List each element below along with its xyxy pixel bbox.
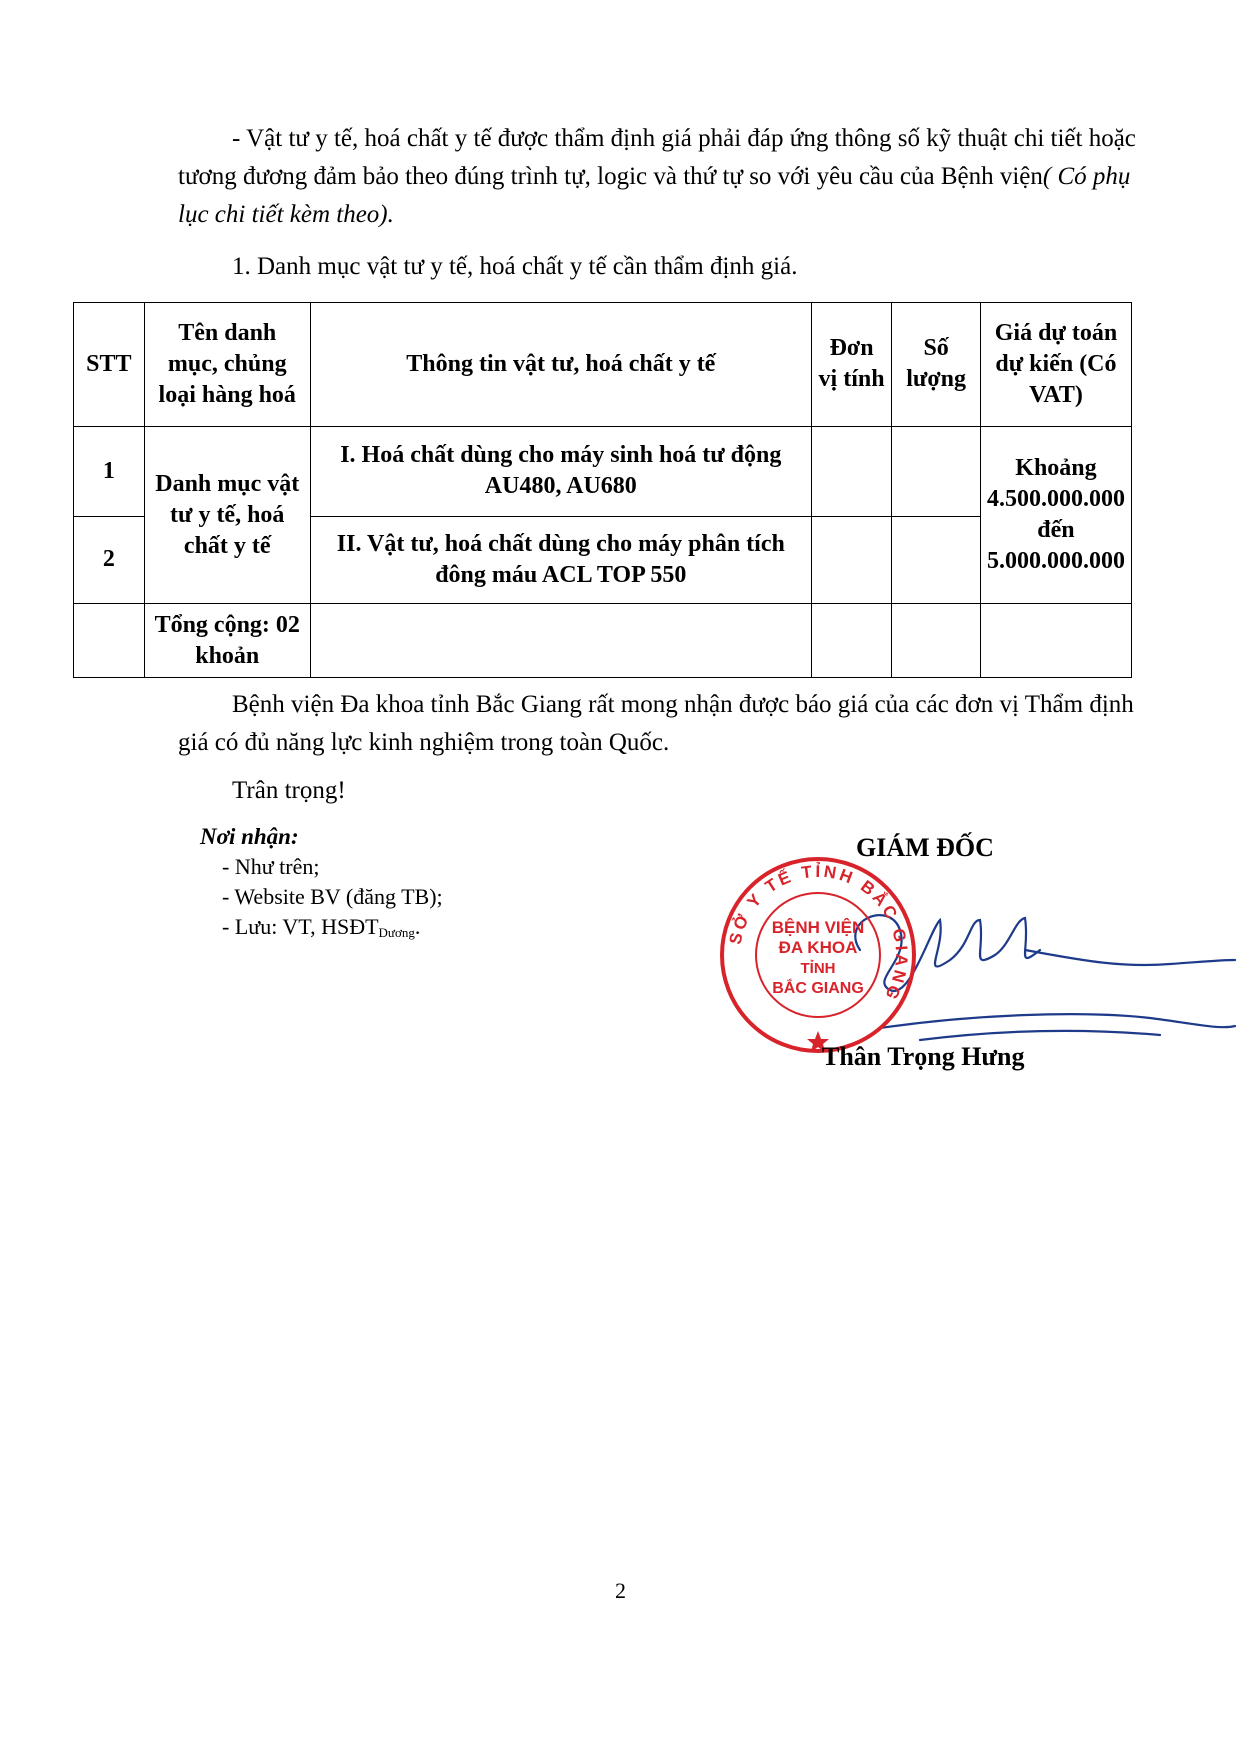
row-stt: 2 [74, 516, 145, 604]
total-info [310, 604, 811, 678]
page-number: 2 [615, 1578, 626, 1603]
list-heading-text: 1. Danh mục vật tư y tế, hoá chất y tế cần thẩm định giá. [232, 253, 798, 280]
signer-name: Thân Trọng Hưng [822, 1042, 1025, 1071]
list-heading [178, 248, 1138, 286]
intro-note: ( Có phụ lục chi tiết kèm theo). [178, 163, 1131, 228]
header-info: Thông tin vật tư, hoá chất y tế [310, 303, 811, 427]
seal-line: ĐA KHOA [778, 938, 858, 957]
table-header-row [74, 303, 1132, 427]
row-price [980, 426, 1131, 604]
table-row [74, 426, 1132, 516]
price-line: Khoảng [1015, 455, 1097, 481]
total-qty [892, 604, 981, 678]
row-info: I. Hoá chất dùng cho máy sinh hoá tư động AU480, AU680 [310, 426, 811, 516]
header-price: Giá dự toán dự kiến (Có VAT) [980, 303, 1131, 427]
total-price [980, 604, 1131, 678]
regards [178, 772, 1138, 810]
table-total-row [74, 604, 1132, 678]
recipient-end: . [414, 914, 421, 939]
seal-line: BỆNH VIỆN [771, 918, 865, 937]
price-line: đến [1037, 517, 1075, 543]
director-title: GIÁM ĐỐC [856, 833, 994, 862]
header-stt: STT [74, 303, 145, 427]
recipient-item: - Như trên; [222, 854, 320, 879]
row-info: II. Vật tư, hoá chất dùng cho máy phân tích đông máu ACL TOP 550 [310, 516, 811, 604]
seal-line: BẮC GIANG [772, 980, 864, 997]
hospital-seal [718, 855, 918, 1055]
header-unit: Đơn vị tính [811, 303, 891, 427]
recipient-sub: Dương [378, 925, 415, 940]
closing-text: Bệnh viện Đa khoa tỉnh Bắc Giang rất mong nhận được báo giá của các đơn vị Thẩm định giá có đủ năng lực kinh nghiệm trong toàn Quốc. [178, 691, 1134, 756]
row-qty [892, 426, 981, 516]
recipient-item [200, 912, 443, 948]
recipients-title: Nơi nhận: [200, 824, 299, 849]
row-qty [892, 516, 981, 604]
goods-table [73, 302, 1132, 678]
header-qty: Số lượng [892, 303, 981, 427]
price-line: 4.500.000.000 [986, 486, 1125, 512]
closing-paragraph [178, 686, 1138, 762]
seal-line: TỈNH [800, 960, 836, 977]
row-unit [811, 426, 891, 516]
seal-ring-text: SỞ Y TẾ TỈNH BẮC GIANG [725, 861, 912, 1006]
intro-text: - Vật tư y tế, hoá chất y tế được thẩm định giá phải đáp ứng thông số kỹ thuật chi tiết hoặc tương đương đảm bảo theo đúng trình tự, logic và thứ tự so với yêu cầu của Bệnh viện [178, 125, 1136, 190]
row-stt: 1 [74, 426, 145, 516]
recipient-item: - Website BV (đăng TB); [222, 884, 443, 909]
regards-text: Trân trọng! [232, 777, 346, 804]
intro-paragraph [178, 120, 1138, 234]
row-unit [811, 516, 891, 604]
recipients-block [200, 822, 443, 948]
row-category: Danh mục vật tư y tế, hoá chất y tế [144, 426, 310, 604]
total-stt [74, 604, 145, 678]
price-line: 5.000.000.000 [986, 548, 1125, 574]
total-unit [811, 604, 891, 678]
total-label: Tổng cộng: 02 khoản [144, 604, 310, 678]
header-name: Tên danh mục, chủng loại hàng hoá [144, 303, 310, 427]
recipient-item-text: - Lưu: VT, HSĐT [222, 914, 379, 939]
